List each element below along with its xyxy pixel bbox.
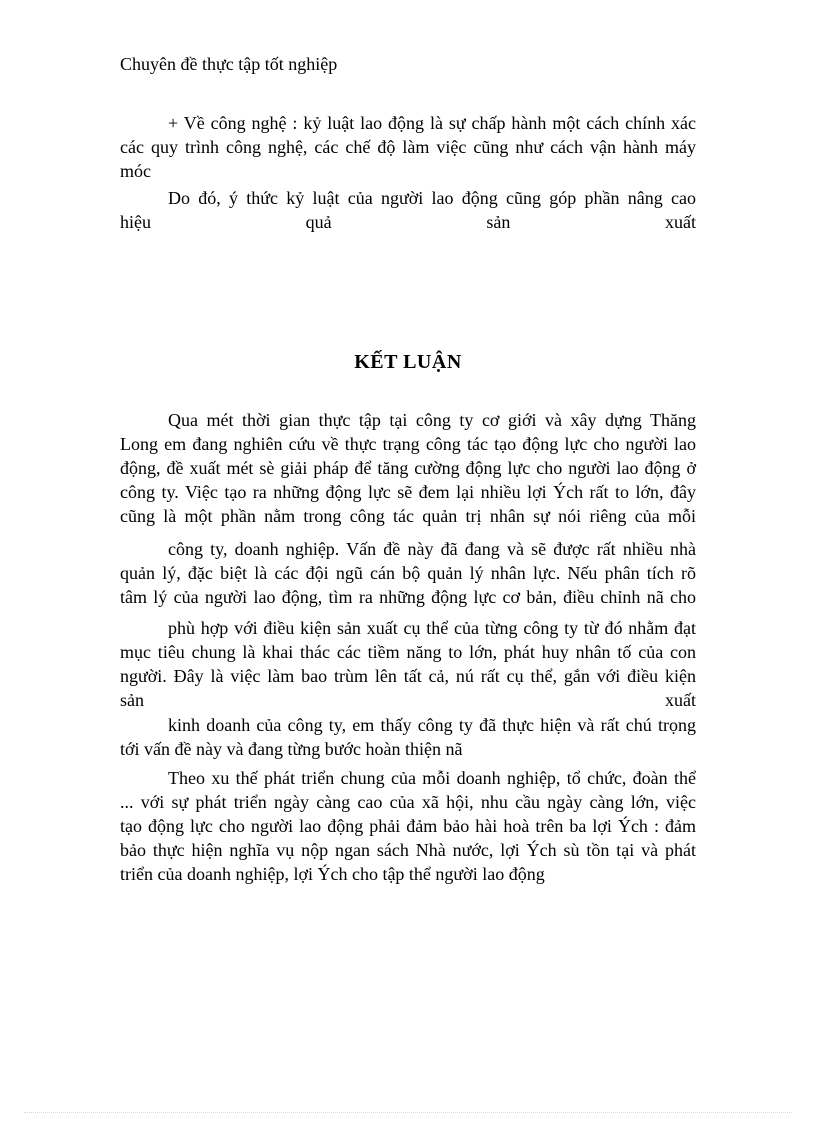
conclusion-paragraph-5	[120, 766, 696, 886]
text-line: ... với sự phát triển ngày càng cao của xã hội, nhu cầu ngày càng lớn, việc	[120, 792, 696, 812]
conclusion-paragraph-4	[120, 713, 696, 761]
text-line: cũng là một phần nằm trong công tác quản trị nhân sự nói riêng của mỗi	[120, 506, 696, 526]
page-header: Chuyên đề thực tập tốt nghiệp	[120, 54, 338, 74]
text-line: Theo xu thế phát triển chung của mỗi doanh nghiệp, tổ chức, đoàn thể	[168, 768, 696, 788]
discipline-conclusion-paragraph	[120, 186, 696, 234]
text-line: + Về công nghệ : kỷ luật lao động là sự chấp hành một cách chính xác	[168, 113, 696, 133]
text-line: công ty, doanh nghiệp. Vấn đề này đã đang và sẽ được rất nhiều nhà	[168, 539, 696, 559]
page-bottom-divider	[24, 1112, 792, 1113]
text-line: các quy trình công nghệ, các chế độ làm việc cũng như cách vận hành máy	[120, 137, 696, 157]
text-line: công ty. Việc tạo ra những động lực sẽ đem lại nhiều lợi Ých rất to lớn, đây	[120, 482, 696, 502]
text-line: Long em đang nghiên cứu về thực trạng công tác tạo động lực cho người lao	[120, 434, 696, 454]
technology-discipline-paragraph	[120, 111, 696, 183]
text-line: triển của doanh nghiệp, lợi Ých cho tập thể người lao động	[120, 864, 545, 884]
text-line: phù hợp với điều kiện sản xuất cụ thể của từng công ty từ đó nhằm đạt	[168, 618, 696, 638]
text-line: động, đề xuất mét sè giải pháp để tăng cường động lực cho người lao động ở	[120, 458, 696, 478]
page-title: KẾT LUẬN	[354, 351, 462, 373]
text-line: kinh doanh của công ty, em thấy công ty đã thực hiện và rất chú trọng	[168, 715, 696, 735]
text-line: bảo thực hiện nghĩa vụ nộp ngan sách Nhà nước, lợi Ých sù tồn tại và phát	[120, 840, 696, 860]
text-line: tâm lý của người lao động, tìm ra những động lực cơ bản, điều chỉnh nã cho	[120, 587, 696, 607]
text-line: sản xuất	[120, 690, 696, 710]
text-line: Qua mét thời gian thực tập tại công ty cơ giới và xây dựng Thăng	[168, 410, 696, 430]
text-line: quản lý, đặc biệt là các đội ngũ cán bộ quản lý nhân lực. Nếu phân tích rõ	[120, 563, 696, 583]
text-line: người. Đây là việc làm bao trùm lên tất cả, nú rất cụ thể, gắn với điều kiện	[120, 666, 696, 686]
conclusion-paragraph-1	[120, 408, 696, 528]
text-line: mục tiêu chung là khai thác các tiềm năng to lớn, phát huy nhân tố của con	[120, 642, 696, 662]
text-line: tạo động lực cho người lao động phải đảm bảo hài hoà trên ba lợi Ých : đảm	[120, 816, 696, 836]
text-line: tới vấn đề này và đang từng bước hoàn thiện nã	[120, 739, 463, 759]
conclusion-paragraph-3	[120, 616, 696, 712]
text-line: Do đó, ý thức kỷ luật của người lao động cũng góp phần nâng cao	[168, 188, 696, 208]
text-line: móc	[120, 161, 151, 181]
conclusion-paragraph-2	[120, 537, 696, 609]
text-line: hiệu quả sản xuất	[120, 212, 696, 232]
